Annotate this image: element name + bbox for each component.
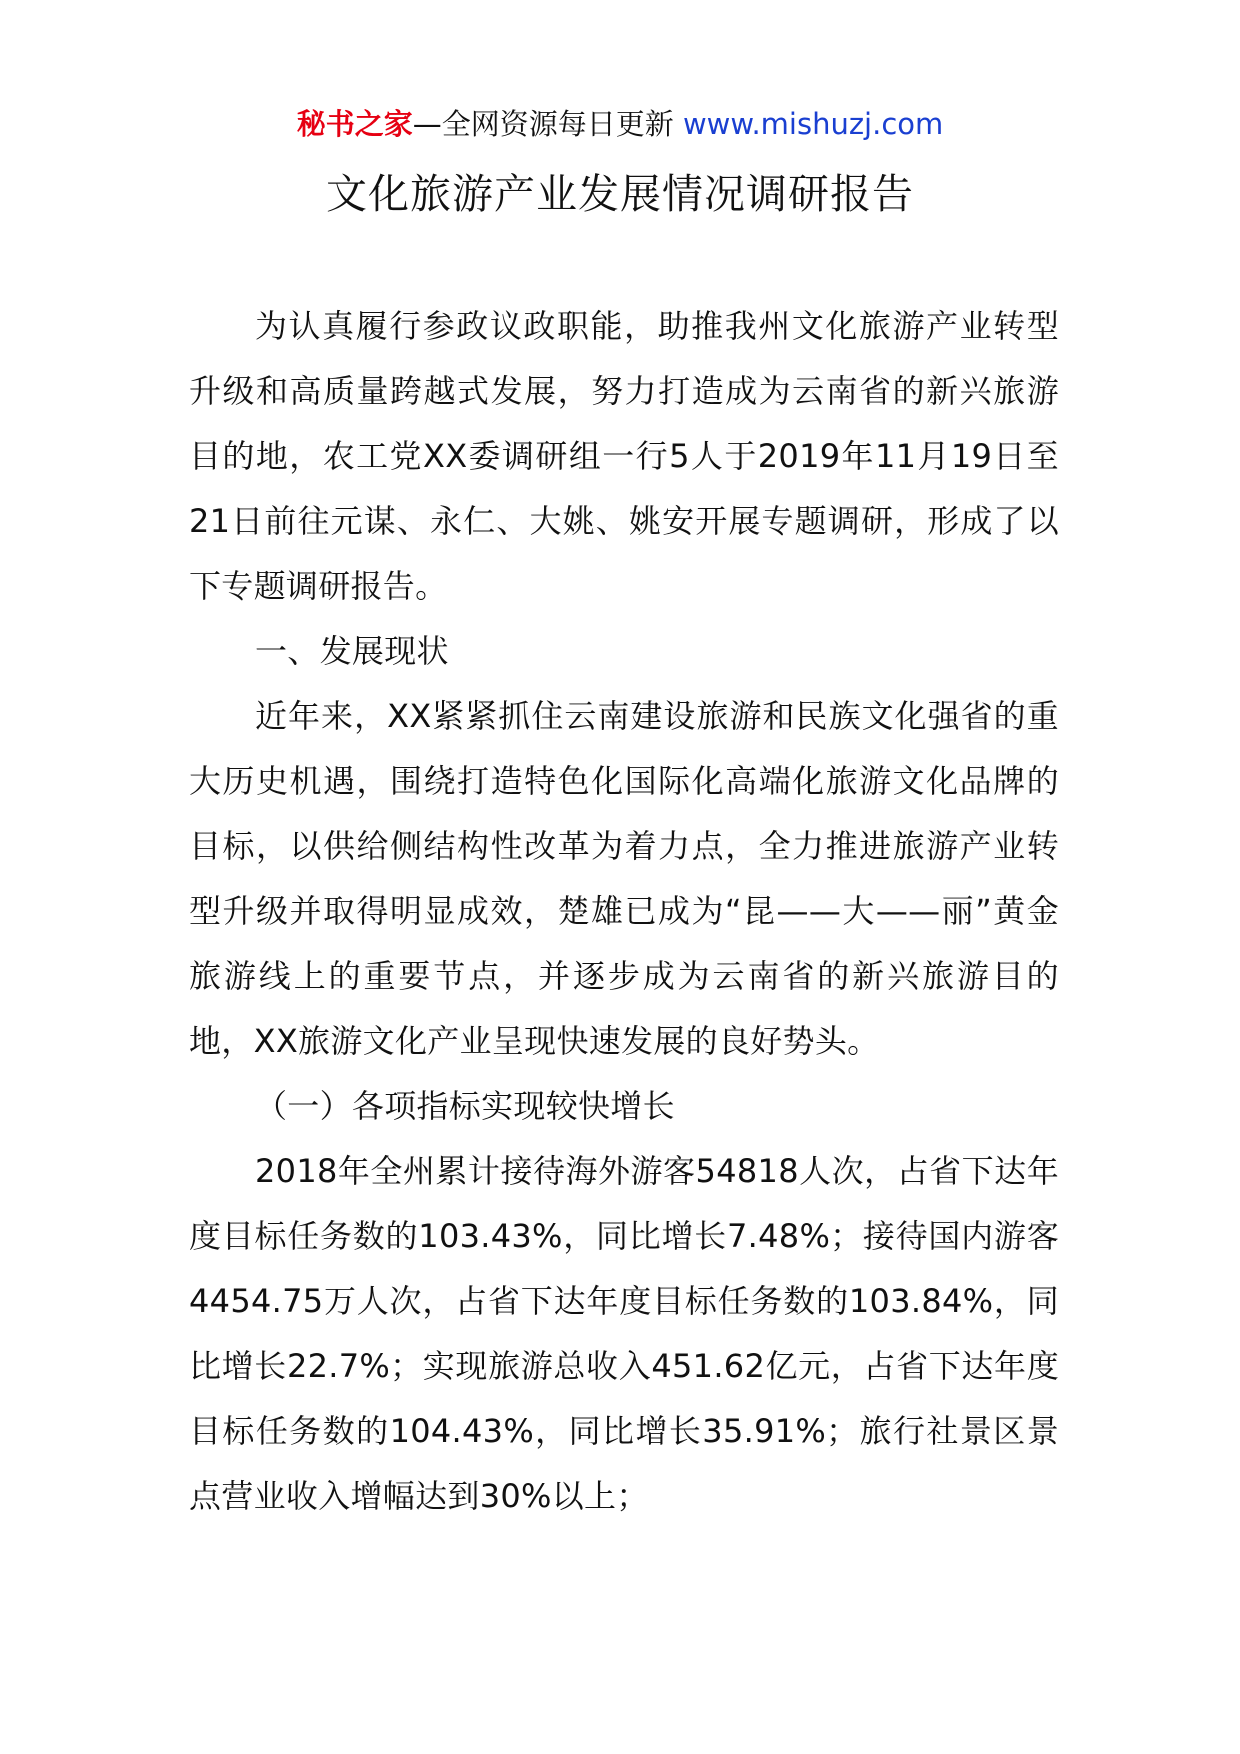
section-heading-development-status: 一、发展现状 [255,632,449,670]
status-paragraph: 近年来，XX紧紧抓住云南建设旅游和民族文化强省的重大历史机遇，围绕打造特色化国际化高端化旅游文化品牌的目标，以供给侧结构性改革为着力点，全力推进旅游产业转型升级并取得明显成效，楚雄已成为“昆——大——丽”黄金旅游线上的重要节点，并逐步成为云南省的新兴旅游目的地，XX旅游文化产业呈现快速发展的良好势头。 [189,697,1059,1060]
subsection-heading-indicators: （一）各项指标实现较快增长 [255,1087,675,1125]
site-header [0,104,1240,144]
indicators-paragraph: 2018年全州累计接待海外游客54818人次，占省下达年度目标任务数的103.43%，同比增长7.48%；接待国内游客4454.75万人次，占省下达年度目标任务数的103.84%，同比增长22.7%；实现旅游总收入451.62亿元，占省下达年度目标任务数的104.43%，同比增长35.91%；旅行社景区景点营业收入增幅达到30%以上； [189,1152,1059,1515]
intro-paragraph: 为认真履行参政议政职能，助推我州文化旅游产业转型升级和高质量跨越式发展，努力打造成为云南省的新兴旅游目的地，农工党XX委调研组一行5人于2019年11月19日至21日前往元谋、永仁、大姚、姚安开展专题调研，形成了以下专题调研报告。 [189,307,1059,605]
site-url-link[interactable]: www.mishuzj.com [682,107,944,141]
document-body [189,294,1059,1529]
brand-name: 秘书之家 [296,107,413,141]
header-tagline: —全网资源每日更新 [412,107,683,141]
document-title: 文化旅游产业发展情况调研报告 [326,170,914,218]
